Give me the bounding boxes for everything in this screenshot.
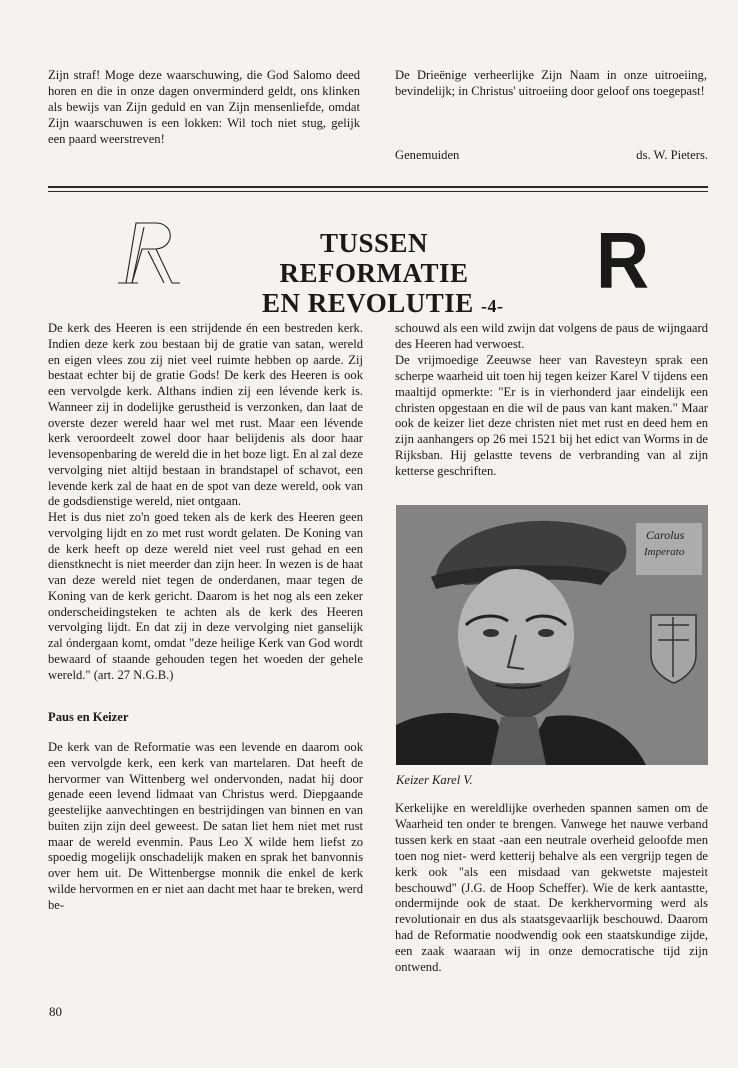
previous-article-text: Zijn straf! Moge deze waarschuwing, die God Salomo deed horen en die in onze dagen onverminderd geldt, ons klinken als bewijs van Zijn geduld en van Zijn mensenliefde, omdat Zijn waarschuwen is een lokken: Wil toch niet stug, gelijk een paard weerstreven! xyxy=(48,68,360,146)
portrait-image xyxy=(396,505,708,765)
author-name: ds. W. Pieters. xyxy=(636,148,708,162)
previous-article-ending xyxy=(48,68,360,148)
section-divider-thin xyxy=(48,191,708,192)
section-heading: Paus en Keizer xyxy=(48,710,129,725)
decorative-r-icon xyxy=(112,213,187,288)
paragraph: De kerk des Heeren is een strijdende én een bestreden kerk. Indien deze kerk zou bestaan bij de gratie van satan, wereld en eigen vlees zou zij niet veel ruimte hebben op aarde. Zij bestaat echter bij de gratie Gods! De kerk des Heeren is ook een vervolgde kerk. Althans indien zij een lévende kerk is. Wanneer zij in dodelijke gerustheid is verzonken, dan laat de overste dezer wereld haar wel met rust. Maar een lévende kerk veroordeelt zowel door haar belijdenis als door haar levensopenbaring de wereld die in het boze ligt. En al zal deze vervolging niet altijd bestaan in brandstapel of schavot, een levende kerk zal de haat en de spot van deze wereld, ook van de godsdienstige wereld, niet ontgaan. xyxy=(48,321,363,509)
author-place: Genemuiden xyxy=(395,148,460,162)
previous-article-closing xyxy=(395,68,707,100)
paragraph: Het is dus niet zo'n goed teken als de kerk des Heeren geen vervolging lijdt en zo met rust wordt gelaten. De Koning van de kerk heeft op deze wereld niet veel rust gehad en een dienstknecht is niet meerder dan zijn heer. In wezen is de haat van deze wereld niet tegen de onderdanen, maar tegen de Koning van de kerk gericht. Daarom is het nog als een zeker onderscheidingsteken te achten als de kerk des Heeren vervolging lijdt. En dat zij in deze vervolging niet ganselijk zal óndergaan komt, omdat "deze heilige Kerk van God wordt bewaard of staande gehouden tegen het woeden der gehele wereld." (art. 27 N.G.B.) xyxy=(48,510,363,682)
portrait-inscription: Imperato xyxy=(644,546,685,558)
signature-line xyxy=(395,148,708,163)
article-column-right-lower xyxy=(395,801,708,976)
closing-prayer-text: De Drieënige verheerlijke Zijn Naam in onze uitroeiing, bevindelijk; in Christus' uitroeiing door geloof ons toegepast! xyxy=(395,68,707,98)
section-divider xyxy=(48,186,708,188)
paragraph: Kerkelijke en wereldlijke overheden spannen samen om de Waarheid ten onder te brengen. Vanwege het nauwe verband tussen kerk en staat -aan een neutrale overheid geloofde men toen nog niet- werd ketterij behalve als een vergrijp tegen de kerk ook "als een misdaad van gekwetste majesteit beschouwd" (J.G. de Hoop Scheffer). Wie de kerk aantastte, ondermijnde ook de staat. De kerkhervorming werd als revolutionair en dus als staatsgevaarlijk beschouwd. Daarom had de Reformatie noodwendig ook een staatskundige zijde, een zaak waaraan wij in onze democratische tijd zijn ontwend. xyxy=(395,801,708,975)
title-line-2: EN REVOLUTIE xyxy=(262,288,474,318)
title-line-1: TUSSEN REFORMATIE xyxy=(279,228,469,288)
article-column-left xyxy=(48,321,363,913)
bold-r-logo: R xyxy=(596,216,650,305)
paragraph: schouwd als een wild zwijn dat volgens de paus de wijngaard des Heeren had verwoest. xyxy=(395,321,708,351)
page-number: 80 xyxy=(49,1004,62,1019)
portrait-inscription: Carolus xyxy=(646,528,685,542)
article-column-right xyxy=(395,321,708,480)
paragraph: De kerk van de Reformatie was een levende en daarom ook een vervolgde kerk, een kerk van martelaren. Dat heeft de hervormer van Wittenberg wel ondervonden, nadat hij door genade eeen levend lidmaat van Christus werd. Diepgaande geestelijke aanvechtingen en bestrijdingen van binnen en van buiten zijn zijn deel geweest. De satan liet hem niet met rust maar de wereld evenmin. Paus Leo X wilde hem liefst zo spoedig mogelijk onschadelijk maken en sprak het banvonnis over hem uit. De Wittenbergse monnik die enkel de kerk wilde hervormen en er niet aan dacht met haar te breken, werd be- xyxy=(48,740,363,912)
image-caption: Keizer Karel V. xyxy=(396,773,473,787)
article-title xyxy=(225,228,545,321)
paragraph: De vrijmoedige Zeeuwse heer van Ravesteyn sprak een scherpe waarheid uit toen hij tegen keizer Karel V tijdens een maaltijd opmerkte: "Er is in vierhonderd jaar eindelijk een christen opgestaan en die wil de paus van kant maken." Maar ook de keizer liet deze christen niet met rust en deed hem en zijn aanhangers op 26 mei 1521 bij het edict van Worms in de Rijksban. Hij gelastte tevens de verbranding van al zijn ketterse geschriften. xyxy=(395,352,708,479)
series-part: -4- xyxy=(481,296,504,316)
